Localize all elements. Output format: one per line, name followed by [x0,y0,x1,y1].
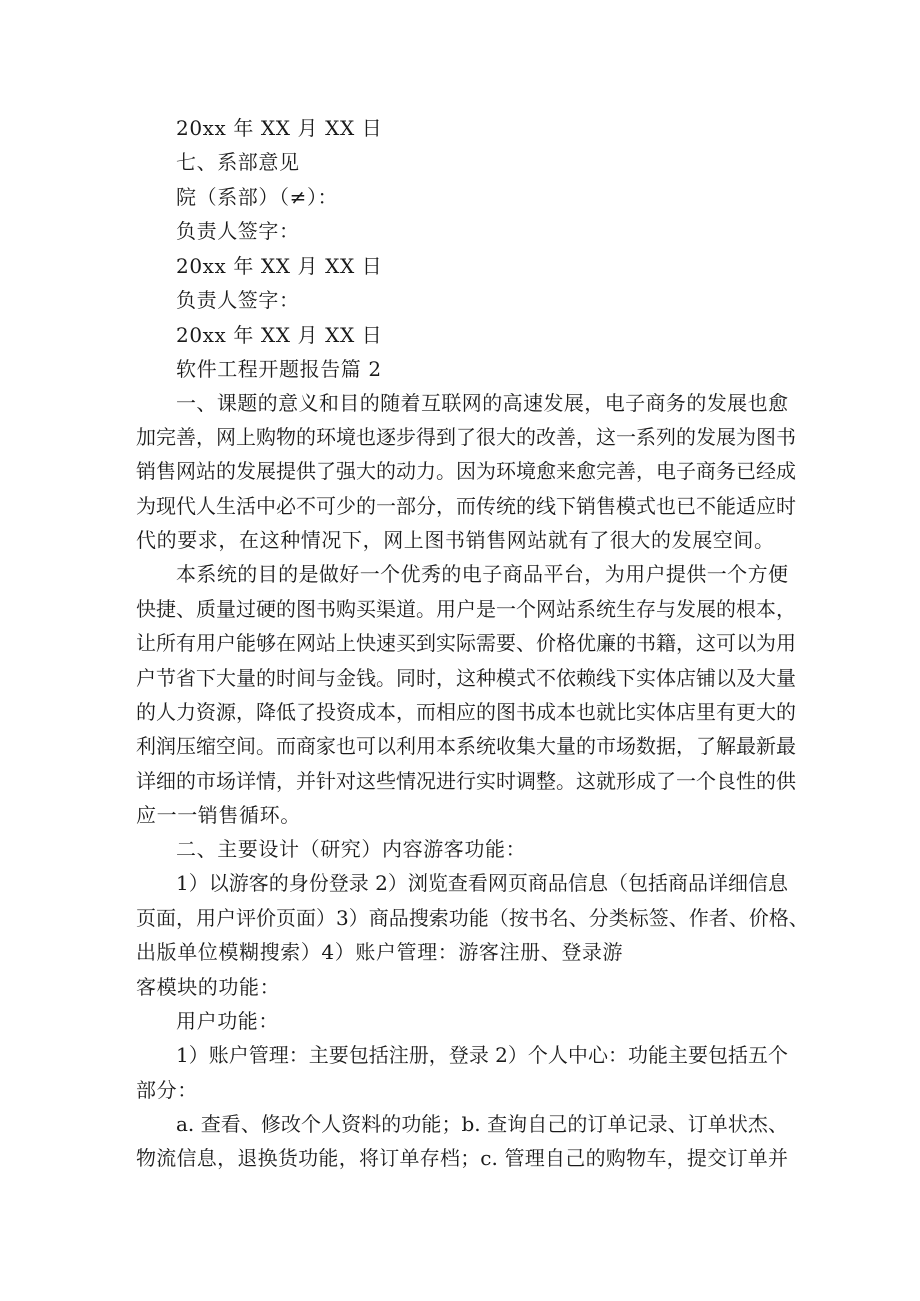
paragraph-line: 物流信息，退换货功能，将订单存档；c. 管理自己的购物车，提交订单并 [136,1146,788,1170]
paragraph-line: 为现代人生活中必不可少的一部分，而传统的线下销售模式也已不能适应时 [136,494,796,518]
department-opinion-label: 院（系部）（≠）： [176,185,339,209]
subsection-heading: 用户功能： [176,1009,279,1033]
paragraph-line: 户节省下大量的时间与金钱。同时，这种模式不依赖线下实体店铺以及大量 [136,666,796,690]
paragraph-line: 一、课题的意义和目的随着互联网的高速发展，电子商务的发展也愈 [176,391,788,415]
paragraph-line: 销售网站的发展提供了强大的动力。因为环境愈来愈完善，电子商务已经成 [136,459,796,483]
paragraph-line: 加完善，网上购物的环境也逐步得到了很大的改善，这一系列的发展为图书 [136,425,796,449]
report-title: 软件工程开题报告篇 2 [176,357,382,381]
paragraph-line: 快捷、质量过硬的图书购买渠道。用户是一个网站系统生存与发展的根本， [136,597,796,621]
paragraph-line: 代的要求，在这种情况下，网上图书销售网站就有了很大的发展空间。 [136,528,775,552]
paragraph-line: 详细的市场详情，并针对这些情况进行实时调整。这就形成了一个良性的供 [136,769,796,793]
paragraph-line: 的人力资源，降低了投资成本，而相应的图书成本也就比实体店里有更大的 [136,700,796,724]
paragraph-line: 本系统的目的是做好一个优秀的电子商品平台，为用户提供一个方便 [176,562,788,586]
section-heading: 七、系部意见 [176,150,300,174]
date-line: 20xx 年 XX 月 XX 日 [176,323,383,347]
paragraph-line: 利润压缩空间。而商家也可以利用本系统收集大量的市场数据，了解最新最 [136,734,796,758]
paragraph-line: 客模块的功能： [136,975,281,999]
paragraph-line: 页面，用户评价页面）3）商品搜索功能（按书名、分类标签、作者、价格、 [136,906,809,930]
date-line: 20xx 年 XX 月 XX 日 [176,116,383,140]
date-line: 20xx 年 XX 月 XX 日 [176,254,383,278]
paragraph-line: 出版单位模糊搜索）4）账户管理：游客注册、登录游 [136,940,624,964]
section-heading: 二、主要设计（研究）内容游客功能： [176,837,527,861]
paragraph-line: 让所有用户能够在网站上快速买到实际需要、价格优廉的书籍，这可以为用 [136,631,796,655]
paragraph-line: 1）以游客的身份登录 2）浏览查看网页商品信息（包括商品详细信息 [176,871,788,895]
signature-label: 负责人签字： [176,288,300,312]
paragraph-line: a. 查看、修改个人资料的功能；b. 查询自己的订单记录、订单状杰、 [176,1112,788,1136]
paragraph-line: 1）账户管理：主要包括注册，登录 2）个人中心：功能主要包括五个 [176,1043,788,1067]
paragraph-line: 部分： [136,1078,198,1102]
signature-label: 负责人签字： [176,219,300,243]
paragraph-line: 应一一销售循环。 [136,803,301,827]
